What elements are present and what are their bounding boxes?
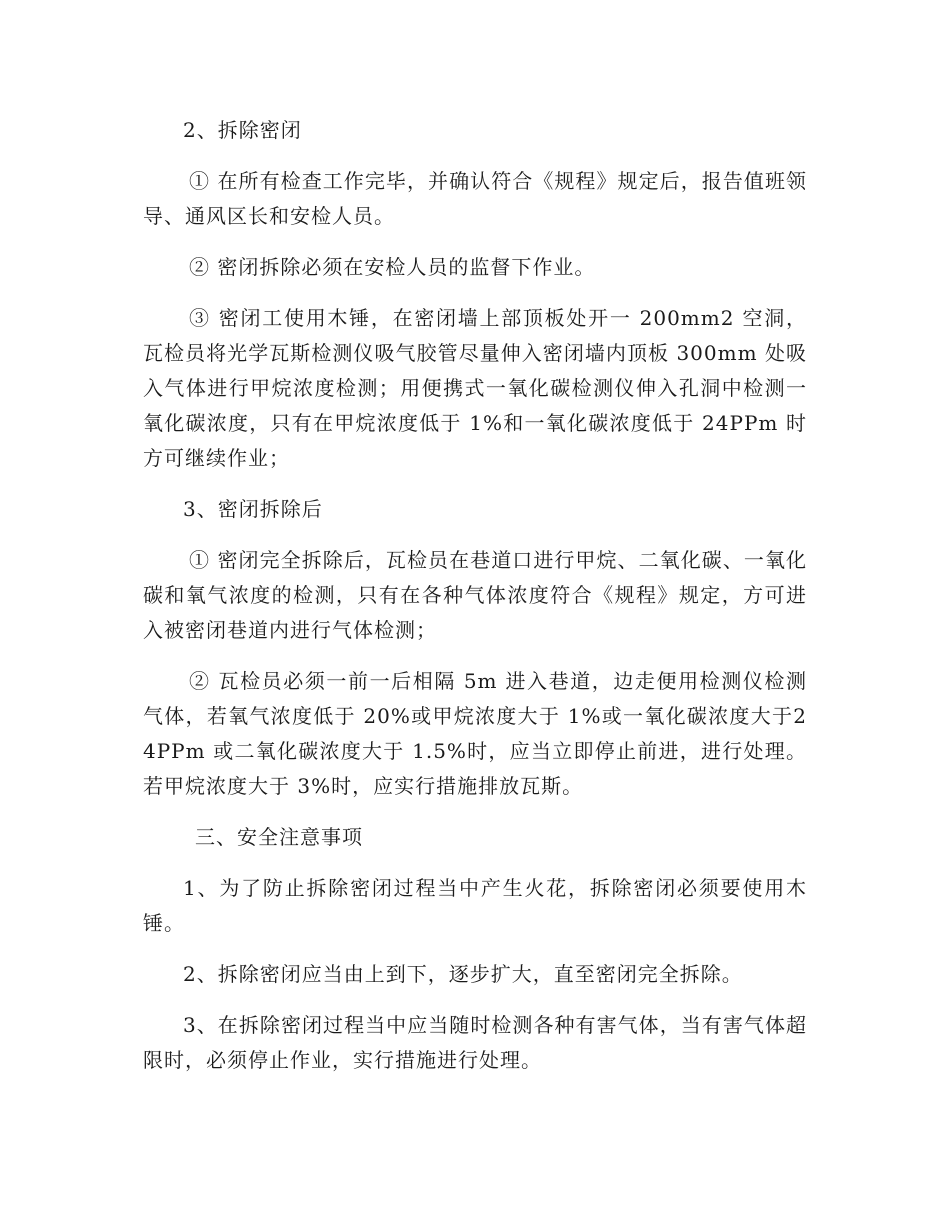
step-gas-check: ③ 密闭工使用木锤，在密闭墙上部顶板处开一 200mm2 空洞，瓦检员将光学瓦斯检测仪吸气胶管尽量伸入密闭墙内顶板 300mm 处吸入气体进行甲烷浓度检测；用便携式一氧化碳检测仪伸入孔洞中检测一氧化碳浓度，只有在甲烷浓度低于 1%和一氧化碳浓度低于 24PPm 时方可继续作业； [143, 306, 807, 470]
step-supervision: ② 密闭拆除必须在安检人员的监督下作业。 [189, 255, 596, 279]
safety-item-3: 3、在拆除密闭过程当中应当随时检测各种有害气体，当有害气体超限时，必须停止作业，实行措施进行处理。 [143, 1013, 807, 1072]
safety-item-1: 1、为了防止拆除密闭过程当中产生火花，拆除密闭必须要使用木锤。 [143, 876, 807, 935]
heading-safety-notes: 三、安全注意事项 [195, 825, 363, 849]
step-enter-roadway: ② 瓦检员必须一前一后相隔 5m 进入巷道，边走便用检测仪检测气体，若氧气浓度低于 20%或甲烷浓度大于 1%或一氧化碳浓度大于24PPm 或二氧化碳浓度大于 1.5%时，应当立即停止前进，进行处理。若甲烷浓度大于 3%时，应实行措施排放瓦斯。 [143, 669, 807, 798]
step-report-leaders: ① 在所有检查工作完毕，并确认符合《规程》规定后，报告值班领导、通风区长和安检人员。 [143, 169, 807, 228]
document-body [143, 113, 807, 1094]
heading-after-removal: 3、密闭拆除后 [183, 497, 323, 521]
heading-remove-seal: 2、拆除密闭 [183, 118, 302, 142]
safety-item-2: 2、拆除密闭应当由上到下，逐步扩大，直至密闭完全拆除。 [183, 962, 743, 986]
step-roadway-detection: ① 密闭完全拆除后，瓦检员在巷道口进行甲烷、二氧化碳、一氧化碳和氧气浓度的检测，只有在各种气体浓度符合《规程》规定，方可进入被密闭巷道内进行气体检测； [143, 548, 807, 642]
